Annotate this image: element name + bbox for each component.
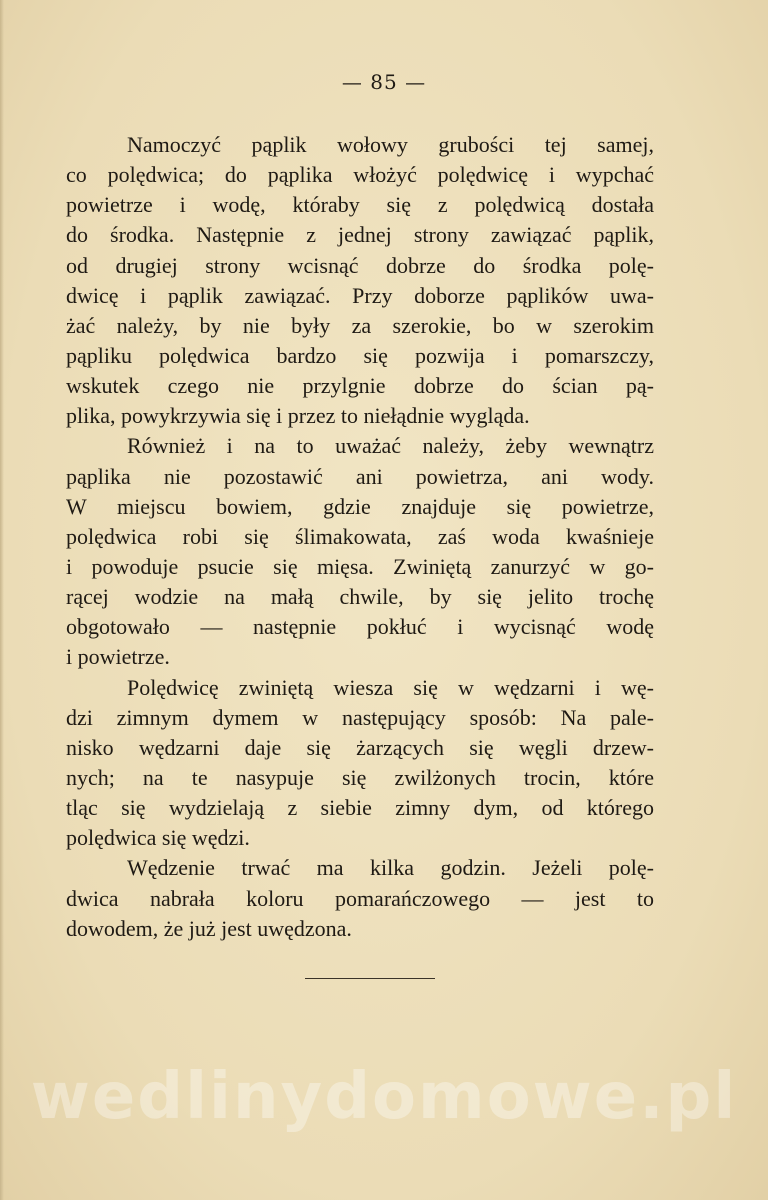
end-rule-divider [305, 978, 435, 979]
page-body-text [66, 130, 654, 944]
text-line: Również i na to uważać należy, żeby wewnątrz [127, 433, 654, 459]
text-line: Wędzenie trwać ma kilka godzin. Jeżeli polę- [127, 855, 654, 881]
paragraph [66, 853, 654, 943]
text-line: i powietrze. [66, 644, 170, 670]
text-line: pąpliku polędwica bardzo się pozwija i pomarszczy, [66, 342, 654, 368]
text-line: dwica nabrała koloru pomarańczowego — jest to [66, 885, 654, 911]
paragraph [66, 673, 654, 854]
paragraph [66, 431, 654, 672]
text-line: dzi zimnym dymem w następujący sposób: Na pale- [66, 704, 654, 730]
text-line: dowodem, że już jest uwędzona. [66, 915, 352, 941]
text-line: plika, powykrzywia się i przez to niełądnie wygląda. [66, 403, 530, 429]
text-line: i powoduje psucie się mięsa. Zwiniętą zanurzyć w go- [66, 553, 654, 579]
text-line: pąplika nie pozostawić ani powietrza, ani wody. [66, 463, 654, 489]
text-line: wskutek czego nie przylgnie dobrze do ścian pą- [66, 373, 654, 399]
text-line: polędwica się wędzi. [66, 825, 250, 851]
text-line: polędwica robi się ślimakowata, zaś woda kwaśnieje [66, 523, 654, 549]
text-line: dwicę i pąplik zawiązać. Przy doborze pąplików uwa- [66, 282, 654, 308]
text-line: nisko wędzarni daje się żarzących się węgli drzew- [66, 734, 654, 760]
watermark: wedlinydomowe.pl [30, 1060, 738, 1134]
text-line: rącej wodzie na małą chwile, by się jelito trochę [66, 584, 654, 610]
text-line: od drugiej strony wcisnąć dobrze do środka polę- [66, 252, 654, 278]
text-line: powietrze i wodę, któraby się z polędwicą dostała [66, 192, 654, 218]
page-number: — 85 — [341, 70, 427, 94]
text-line: żać należy, by nie były za szerokie, bo w szerokim [66, 312, 654, 338]
text-line: do środka. Następnie z jednej strony zawiązać pąplik, [66, 222, 654, 248]
paragraph [66, 130, 654, 431]
text-line: Polędwicę zwiniętą wiesza się w wędzarni i wę- [127, 674, 654, 700]
text-line: W miejscu bowiem, gdzie znajduje się powietrze, [66, 493, 654, 519]
text-line: obgotowało — następnie pokłuć i wycisnąć wodę [66, 614, 654, 640]
page-edge-shadow [0, 0, 4, 1200]
text-line: co polędwica; do pąplika włożyć polędwicę i wypchać [66, 162, 654, 188]
text-line: nych; na te nasypuje się zwilżonych trocin, które [66, 764, 654, 790]
text-line: tląc się wydzielają z siebie zimny dym, od którego [66, 795, 654, 821]
text-line: Namoczyć pąplik wołowy grubości tej samej, [127, 132, 654, 157]
